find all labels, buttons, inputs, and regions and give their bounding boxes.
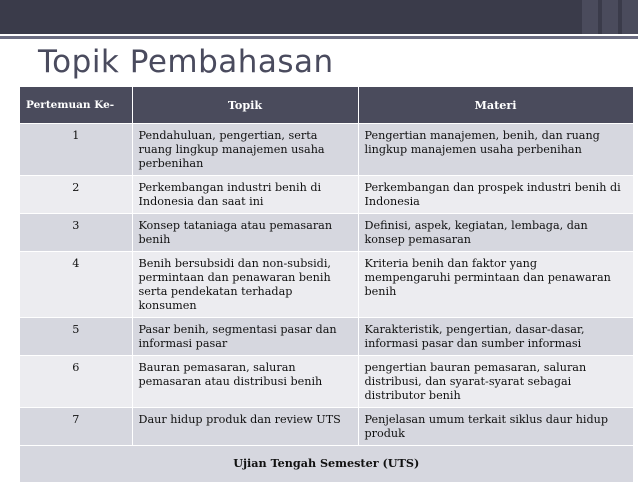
cell-materi: Karakteristik, pengertian, dasar-dasar, informasi pasar dan sumber informasi	[358, 318, 633, 356]
slide-title: Topik Pembahasan	[38, 44, 334, 80]
table-row	[20, 252, 633, 318]
cell-materi: Pengertian manajemen, benih, dan ruang lingkup manajemen usaha perbenihan	[358, 124, 633, 176]
table-row	[20, 318, 633, 356]
cell-topik: Daur hidup produk dan review UTS	[132, 408, 358, 446]
cell-materi: Perkembangan dan prospek industri benih di Indonesia	[358, 176, 633, 214]
cell-topik: Pasar benih, segmentasi pasar dan informasi pasar	[132, 318, 358, 356]
cell-materi: pengertian bauran pemasaran, saluran distribusi, dan syarat-syarat sebagai distributor benih	[358, 356, 633, 408]
top-decor-bar	[0, 0, 638, 40]
cell-no: 4	[20, 252, 132, 318]
table-header-row	[20, 87, 633, 124]
table-row	[20, 408, 633, 446]
table-row	[20, 124, 633, 176]
top-dark-band	[0, 0, 638, 34]
cell-materi: Penjelasan umum terkait siklus daur hidup produk	[358, 408, 633, 446]
cell-topik: Bauran pemasaran, saluran pemasaran atau distribusi benih	[132, 356, 358, 408]
top-divider-line	[0, 36, 638, 39]
cell-materi: Kriteria benih dan faktor yang mempengaruhi permintaan dan penawaran benih	[358, 252, 633, 318]
cell-no: 2	[20, 176, 132, 214]
top-accent-blocks	[578, 0, 638, 34]
header-materi: Materi	[358, 87, 633, 124]
cell-no: 6	[20, 356, 132, 408]
cell-topik: Pendahuluan, pengertian, serta ruang lingkup manajemen usaha perbenihan	[132, 124, 358, 176]
table-row	[20, 214, 633, 252]
cell-no: 3	[20, 214, 132, 252]
header-topik: Topik	[132, 87, 358, 124]
cell-no: 5	[20, 318, 132, 356]
schedule-table	[20, 87, 634, 482]
cell-topik: Perkembangan industri benih di Indonesia dan saat ini	[132, 176, 358, 214]
cell-no: 1	[20, 124, 132, 176]
cell-topik: Benih bersubsidi dan non-subsidi, permintaan dan penawaran benih serta pendekatan terhadap konsumen	[132, 252, 358, 318]
header-pertemuan: Pertemuan Ke-	[20, 87, 132, 124]
table-row	[20, 356, 633, 408]
table-footer-row	[20, 446, 633, 482]
cell-materi: Definisi, aspek, kegiatan, lembaga, dan konsep pemasaran	[358, 214, 633, 252]
table-row	[20, 176, 633, 214]
footer-uts: Ujian Tengah Semester (UTS)	[20, 446, 633, 482]
cell-topik: Konsep tataniaga atau pemasaran benih	[132, 214, 358, 252]
cell-no: 7	[20, 408, 132, 446]
